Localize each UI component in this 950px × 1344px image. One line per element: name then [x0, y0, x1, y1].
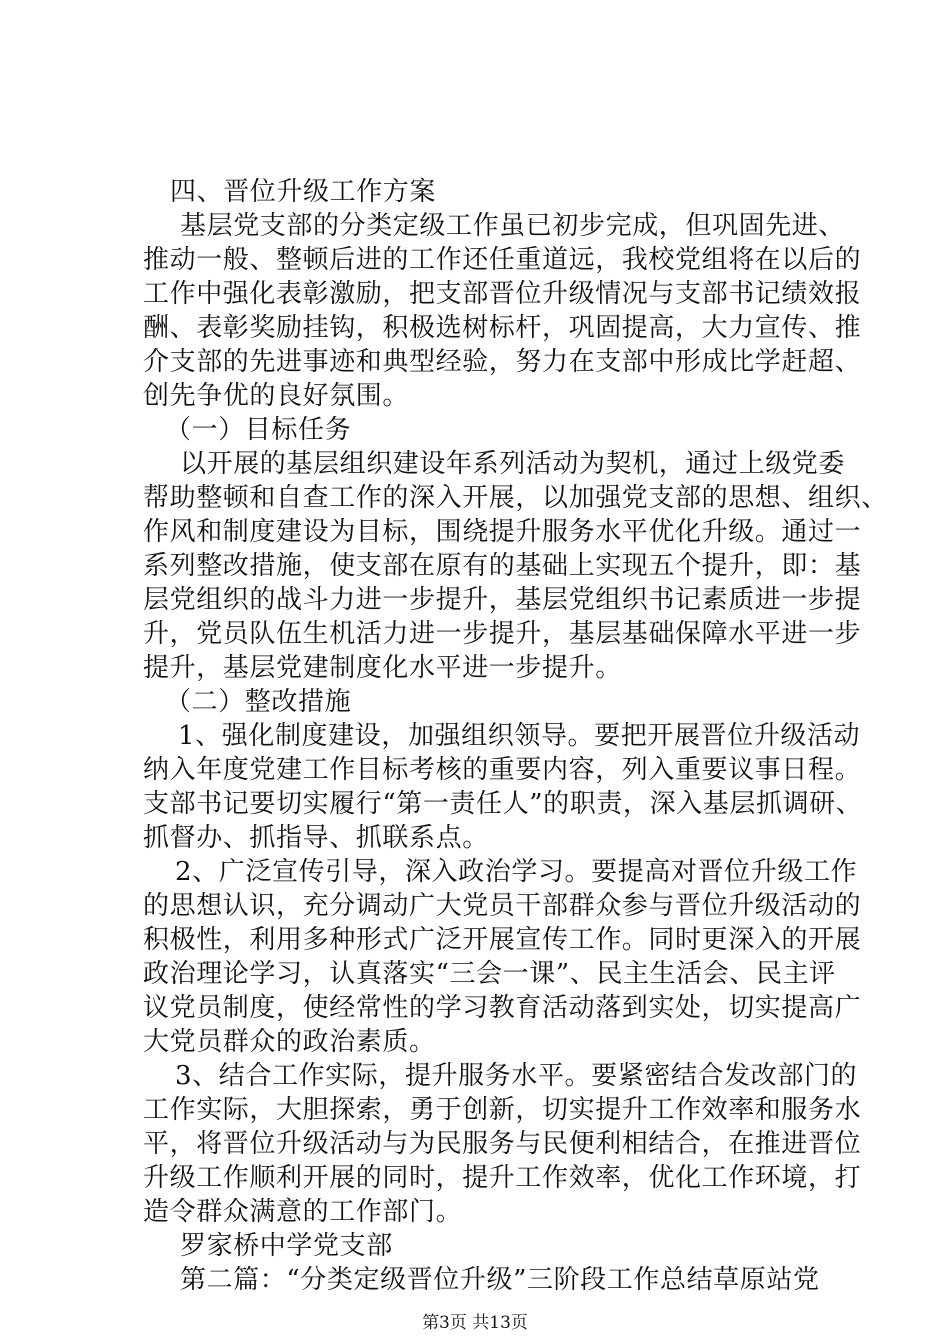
page-number: 第3页 共13页 [422, 1313, 528, 1333]
paragraph-line: 积极性，利用多种形式广泛开展宣传工作。同时更深入的开展 [143, 925, 862, 955]
paragraph-line: 工作实际，大胆探索，勇于创新，切实提升工作效率和服务水 [143, 1095, 862, 1125]
paragraph-line: 工作中强化表彰激励，把支部晋位升级情况与支部书记绩效报 [143, 279, 862, 309]
section-heading: 四、晋位升级工作方案 [170, 177, 437, 207]
paragraph-line: 政治理论学习，认真落实“三会一课”、民主生活会、民主评 [143, 959, 836, 989]
signature-line: 罗家桥中学党支部 [180, 1231, 393, 1261]
paragraph-line: 1、强化制度建设，加强组织领导。要把开展晋位升级活动 [178, 721, 861, 751]
paragraph-line: 支部书记要切实履行“第一责任人”的职责，深入基层抓调研、 [143, 789, 863, 819]
paragraph-line: 议党员制度，使经常性的学习教育活动落到实处，切实提高广 [143, 993, 862, 1023]
subsection-heading: （一）目标任务 [165, 415, 352, 445]
paragraph-line: 系列整改措施，使支部在原有的基础上实现五个提升，即：基 [143, 551, 862, 581]
paragraph-line: 平，将晋位升级活动与为民服务与民便利相结合，在推进晋位 [143, 1129, 862, 1159]
paragraph-line: 创先争优的良好氛围。 [143, 381, 410, 411]
paragraph-line: 升，党员队伍生机活力进一步提升，基层基础保障水平进一步 [143, 619, 862, 649]
paragraph-line: 升级工作顺利开展的同时，提升工作效率，优化工作环境，打 [143, 1163, 862, 1193]
paragraph-line: 大党员群众的政治素质。 [143, 1027, 436, 1057]
paragraph-line: 推动一般、整顿后进的工作还任重道远，我校党组将在以后的 [143, 245, 862, 275]
paragraph-line: 3、结合工作实际，提升服务水平。要紧密结合发改部门的 [175, 1061, 858, 1091]
paragraph-line: 第二篇：“分类定级晋位升级”三阶段工作总结草原站党 [180, 1265, 820, 1295]
paragraph-line: 基层党支部的分类定级工作虽已初步完成，但巩固先进、 [180, 211, 846, 241]
subsection-heading: （二）整改措施 [165, 687, 352, 717]
paragraph-line: 酬、表彰奖励挂钩，积极选树标杆，巩固提高，大力宣传、推 [143, 313, 862, 343]
paragraph-line: 2、广泛宣传引导，深入政治学习。要提高对晋位升级工作 [175, 857, 858, 887]
paragraph-line: 提升，基层党建制度化水平进一步提升。 [143, 653, 622, 683]
paragraph-line: 纳入年度党建工作目标考核的重要内容，列入重要议事日程。 [143, 755, 862, 785]
paragraph-line: 以开展的基层组织建设年系列活动为契机，通过上级党委 [180, 449, 846, 479]
paragraph-line: 帮助整顿和自查工作的深入开展，以加强党支部的思想、组织、 [143, 483, 888, 513]
paragraph-line: 作风和制度建设为目标，围绕提升服务水平优化升级。通过一 [143, 517, 862, 547]
paragraph-line: 介支部的先进事迹和典型经验，努力在支部中形成比学赶超、 [143, 347, 862, 377]
paragraph-line: 层党组织的战斗力进一步提升，基层党组织书记素质进一步提 [143, 585, 862, 615]
paragraph-line: 的思想认识，充分调动广大党员干部群众参与晋位升级活动的 [143, 891, 862, 921]
paragraph-line: 抓督办、抓指导、抓联系点。 [143, 823, 489, 853]
paragraph-line: 造令群众满意的工作部门。 [143, 1197, 463, 1227]
